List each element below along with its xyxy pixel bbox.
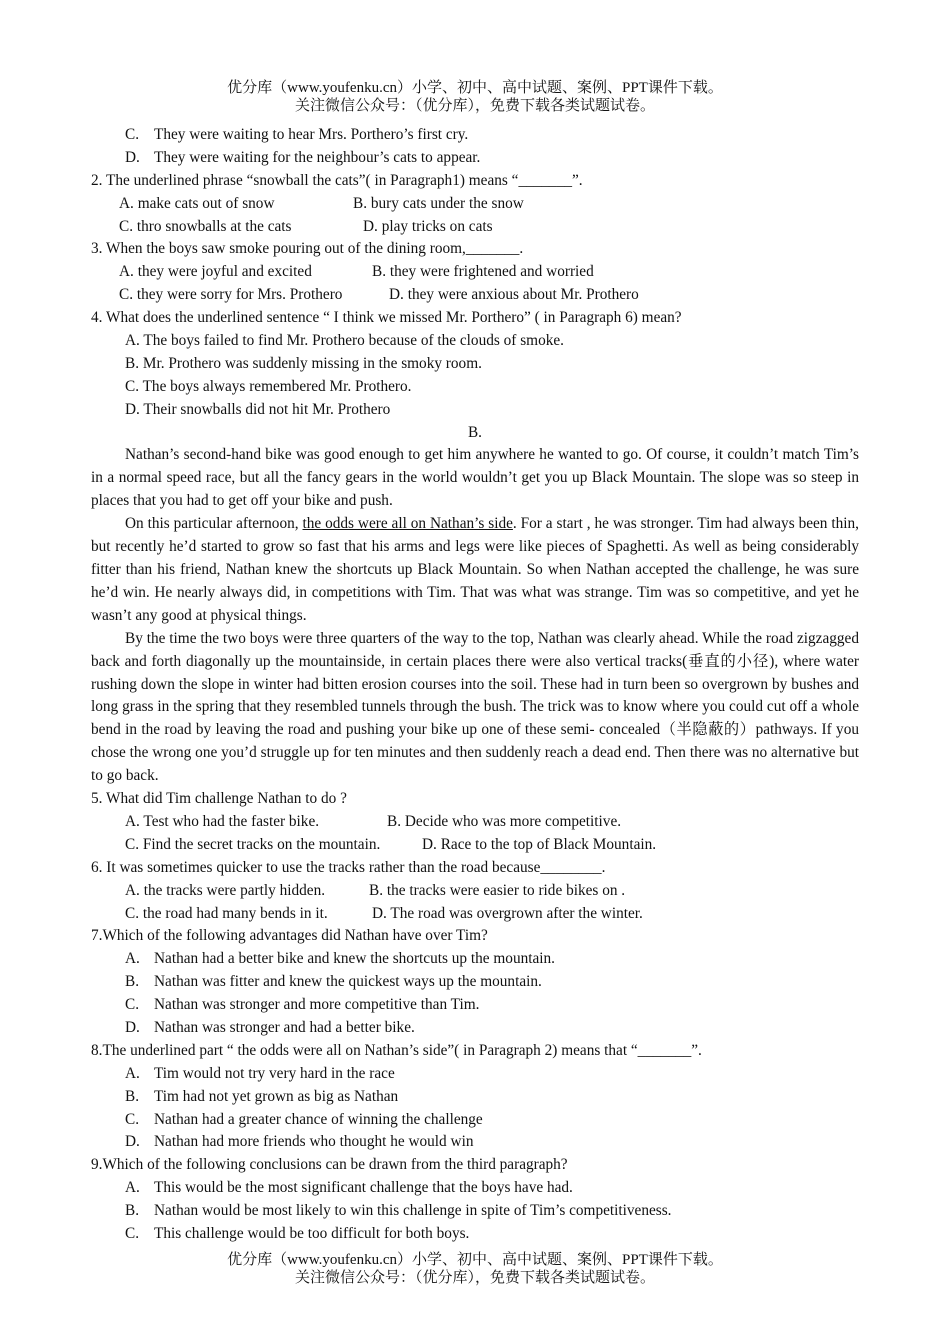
q1-option-c: C. They were waiting to hear Mrs. Porthero’s first cry. xyxy=(125,126,469,143)
q9-option-a: A. This would be the most significant challenge that the boys have had. xyxy=(125,1179,573,1197)
q4-option-c: C. The boys always remembered Mr. Prothero. xyxy=(125,377,412,395)
q4-option-b: B. Mr. Prothero was suddenly missing in the smoky room. xyxy=(125,354,482,372)
passage-paragraph-3: By the time the two boys were three quarters of the way to the top, Nathan was clearly ahead. While the road zigzagged back and forth diagonally up the mountainside, in certain places there were also vertical tracks(垂直的小径), where water rushing down the slope in winter had bitten erosion courses into the soil. These had in turn been so overgrown by bushes and long grass in the spring that they resembled tunnels through the bush. The trick was to know where you could cut off a whole bend in the road by leaving the road and pushing your bike up one of these semi- concealed（半隐蔽的）pathways. If you chose the wrong one you’d struggle up for ten minutes and then suddenly reach a dead end. Then there was no alternative but to go back. xyxy=(91,629,859,785)
q5-stem: 5. What did Tim challenge Nathan to do ? xyxy=(91,790,347,808)
q5-options-row-2: C. Find the secret tracks on the mountain. D. Race to the top of Black Mountain. xyxy=(125,835,657,853)
footer-line-1: 优分库（www.youfenku.cn）小学、初中、高中试题、案例、PPT课件下载。 xyxy=(227,1252,723,1268)
q6-stem: 6. It was sometimes quicker to use the tracks rather than the road because________. xyxy=(91,858,606,876)
q7-stem: 7.Which of the following advantages did Nathan have over Tim? xyxy=(91,927,488,945)
q2-options-row-1: A. make cats out of snow B. bury cats under the snow xyxy=(119,194,524,212)
q8-option-c: C. Nathan had a greater chance of winning the challenge xyxy=(125,1110,483,1128)
q7-option-b: B. Nathan was fitter and knew the quickest ways up the mountain. xyxy=(125,973,542,991)
q2-options-row-2: C. thro snowballs at the cats D. play tricks on cats xyxy=(119,217,493,235)
q3-options-row-2: C. they were sorry for Mrs. Prothero D. they were anxious about Mr. Prothero xyxy=(119,286,639,304)
q5-options-row-1: A. Test who had the faster bike. B. Decide who was more competitive. xyxy=(125,812,622,830)
passage-paragraph-1: Nathan’s second-hand bike was good enough to get him anywhere he wanted to go. Of course, it couldn’t match Tim’s in a normal speed race, but all the fancy gears in the world wouldn’t get you up Black Mountain. The slope was so steep in places that you had to get off your bike and push. xyxy=(91,446,859,510)
q4-option-a: A. The boys failed to find Mr. Prothero because of the clouds of smoke. xyxy=(125,332,564,350)
q8-option-d: D. Nathan had more friends who thought he would win xyxy=(125,1133,474,1151)
header-line-1: 优分库（www.youfenku.cn）小学、初中、高中试题、案例、PPT课件下载。 xyxy=(227,80,723,96)
q9-stem: 9.Which of the following conclusions can be drawn from the third paragraph? xyxy=(91,1156,568,1174)
page-footer xyxy=(0,1251,950,1287)
q4-stem: 4. What does the underlined sentence “ I think we missed Mr. Porthero” ( in Paragraph 6) mean? xyxy=(91,309,682,327)
q7-option-a: A. Nathan had a better bike and knew the shortcuts up the mountain. xyxy=(125,950,556,968)
q7-option-c: C. Nathan was stronger and more competitive than Tim. xyxy=(125,996,480,1014)
q4-option-d: D. Their snowballs did not hit Mr. Prothero xyxy=(125,400,391,418)
q6-options-row-2: C. the road had many bends in it. D. The road was overgrown after the winter. xyxy=(125,904,643,922)
q8-option-b: B. Tim had not yet grown as big as Nathan xyxy=(125,1087,399,1105)
q3-stem: 3. When the boys saw smoke pouring out of the dining room,_______. xyxy=(91,240,524,258)
q8-option-a: A. Tim would not try very hard in the race xyxy=(125,1064,395,1082)
q2-stem: 2. The underlined phrase “snowball the cats”( in Paragraph1) means “_______”. xyxy=(91,171,583,189)
footer-line-2: 关注微信公众号：（优分库），免费下载各类试题试卷。 xyxy=(294,1270,655,1286)
section-b-heading: B. xyxy=(467,423,483,441)
q7-option-d: D. Nathan was stronger and had a better bike. xyxy=(125,1018,415,1036)
q9-option-b: B. Nathan would be most likely to win this challenge in spite of Tim’s competitiveness. xyxy=(125,1202,672,1220)
q9-option-c: C. This challenge would be too difficult for both boys. xyxy=(125,1224,470,1242)
q8-stem: 8.The underlined part “ the odds were all on Nathan’s side”( in Paragraph 2) means that “_______”. xyxy=(91,1041,702,1059)
underlined-phrase: the odds were all on Nathan’s side xyxy=(302,515,513,533)
q3-options-row-1: A. they were joyful and excited B. they were frightened and worried xyxy=(119,263,594,281)
worksheet-content xyxy=(91,124,859,1246)
header-line-2: 关注微信公众号：（优分库），免费下载各类试题试卷。 xyxy=(294,98,655,114)
passage-paragraph-2: On this particular afternoon, the odds were all on Nathan’s side. For a start , he was stronger. Tim had always been thin, but recently he’d started to grow so fast that his arms and legs were like pieces of Spaghetti. As well as being considerably fitter than his friend, Nathan knew the shortcuts up Black Mountain. So when Nathan accepted the challenge, he was sure he’d win. He nearly always did, in competitions with Tim. That was what was strange. Tim was so competitive, and yet he wasn’t any good at physical things. xyxy=(91,515,859,624)
q1-option-d: D. They were waiting for the neighbour’s cats to appear. xyxy=(125,148,481,166)
q6-options-row-1: A. the tracks were partly hidden. B. the tracks were easier to ride bikes on . xyxy=(125,881,626,899)
page-header xyxy=(0,79,950,115)
